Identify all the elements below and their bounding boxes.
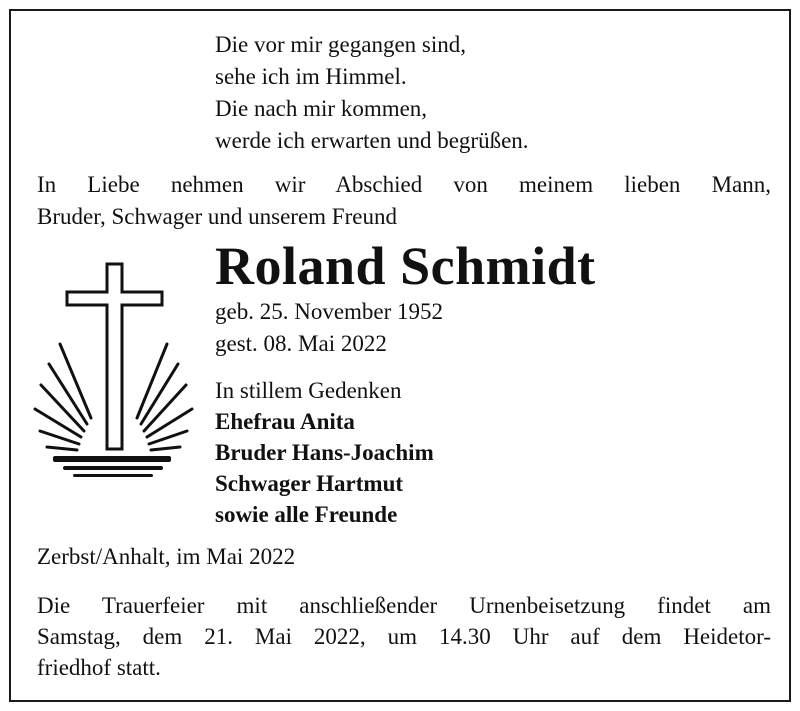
place-and-date: Zerbst/Anhalt, im Mai 2022 — [37, 544, 296, 569]
obituary-notice — [9, 9, 791, 702]
mourners-list — [215, 375, 434, 530]
mourner-name: Ehefrau Anita — [215, 409, 355, 434]
death-date: gest. 08. Mai 2022 — [215, 331, 387, 356]
mourner-name: Bruder Hans-Joachim — [215, 440, 434, 465]
poem-line: sehe ich im Himmel. — [215, 64, 407, 89]
funeral-line: friedhof statt. — [37, 655, 161, 680]
life-dates — [215, 296, 443, 360]
birth-date: geb. 25. November 1952 — [215, 299, 444, 324]
poem-line: Die nach mir kommen, — [215, 96, 428, 121]
funeral-line: Samstag, dem 21. Mai 2022, um 14.30 Uhr auf dem Heidetor- — [37, 624, 771, 649]
mourner-name: Schwager Hartmut — [215, 471, 404, 496]
cross-sunrise-icon — [27, 261, 197, 481]
memorial-poem — [215, 29, 529, 157]
poem-line: Die vor mir gegangen sind, — [215, 32, 467, 57]
deceased-name: Roland Schmidt — [215, 236, 596, 296]
farewell-intro — [37, 169, 771, 233]
mourners-heading: In stillem Gedenken — [215, 378, 402, 403]
poem-line: werde ich erwarten und begrüßen. — [215, 128, 529, 153]
funeral-line: Die Trauerfeier mit anschließender Urnenbeisetzung findet am — [37, 593, 771, 618]
intro-line: In Liebe nehmen wir Abschied von meinem lieben Mann, — [37, 172, 771, 197]
mourner-name: sowie alle Freunde — [215, 502, 398, 527]
funeral-details — [37, 590, 771, 683]
intro-line: Bruder, Schwager und unserem Freund — [37, 204, 397, 229]
